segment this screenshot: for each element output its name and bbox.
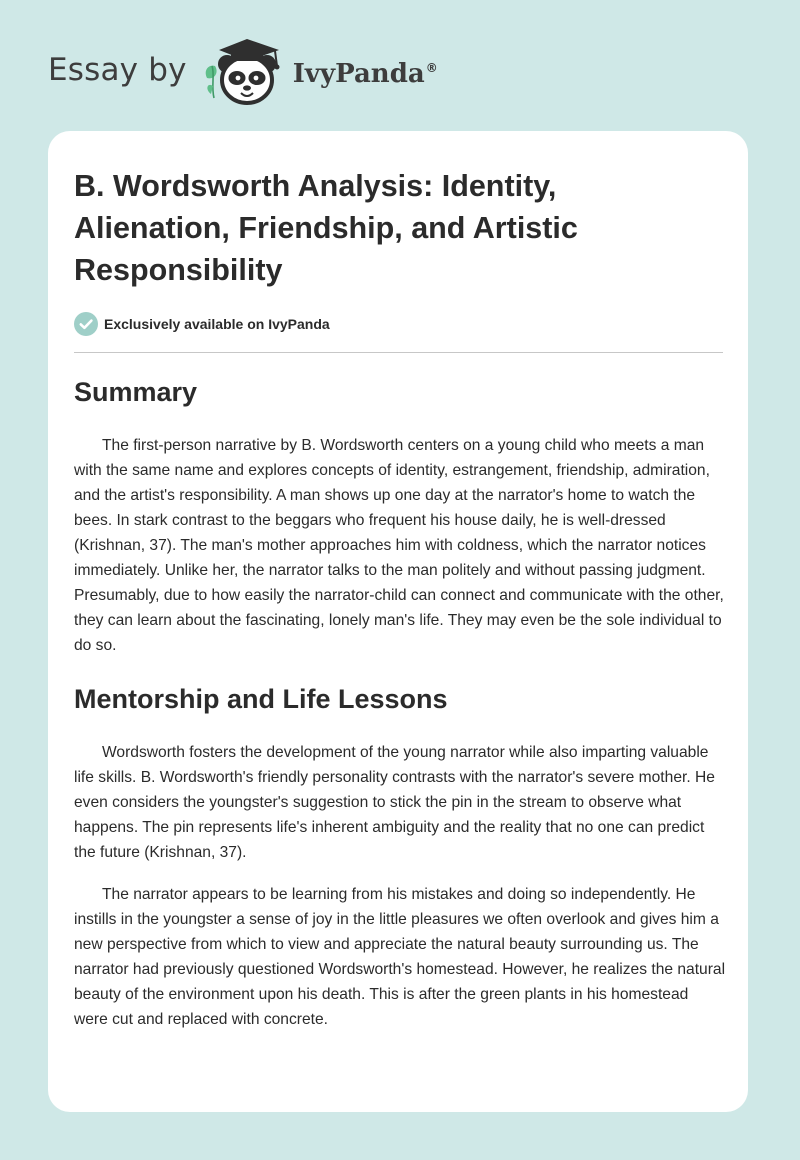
site-header — [48, 36, 438, 108]
exclusive-label: Exclusively available on IvyPanda — [104, 316, 330, 332]
essay-card — [48, 131, 748, 1112]
title-divider — [74, 352, 723, 353]
registered-mark: ® — [425, 61, 438, 75]
exclusive-availability-note — [74, 311, 722, 337]
ivypanda-brand-name: IvyPanda® — [292, 59, 438, 89]
mentorship-paragraph-1: Wordsworth fosters the development of the young narrator while also imparting valuable life skills. B. Wordsworth's friendly personality contrasts with the narrator's severe mother. He even considers the youngster's suggestion to stick the pin in the stream to observe what happens. The pin represents life's inherent ambiguity and the reality that no one can predict the future (Krishnan, 37). — [74, 744, 715, 861]
essay-title: B. Wordsworth Analysis: Identity, Alienation, Friendship, and Artistic Responsibility — [74, 169, 578, 287]
panda-graduate-icon — [201, 36, 291, 108]
section-heading-summary: Summary — [74, 377, 198, 407]
section-heading-mentorship: Mentorship and Life Lessons — [74, 684, 448, 714]
summary-paragraph: The first-person narrative by B. Wordsworth centers on a young child who meets a man with the same name and explores concepts of identity, estrangement, friendship, admiration, and the artist's responsibility. A man shows up one day at the narrator's home to watch the bees. In stark contrast to the beggars who frequent his house daily, he is well-dressed (Krishnan, 37). The man's mother approaches him with coldness, which the narrator notices immediately. Unlike her, the narrator talks to the man politely and without passing judgment. Presumably, due to how easily the narrator-child can connect and communicate with the other, they can learn about the fascinating, lonely man's life. They may even be the sole individual to do so. — [74, 437, 724, 654]
mentorship-paragraph-2: The narrator appears to be learning from his mistakes and doing so independently. He instills in the youngster a sense of joy in the little pleasures we often overlook and gives him a new perspective from which to view and appreciate the natural beauty surrounding us. The narrator had previously questioned Wordsworth's homestead. However, he realizes the natural beauty of the environment upon his death. This is after the green plants in his homestead were cut and replaced with concrete. — [74, 886, 726, 1028]
essay-by-label: Essay by — [48, 52, 187, 88]
check-badge-icon — [74, 312, 98, 336]
